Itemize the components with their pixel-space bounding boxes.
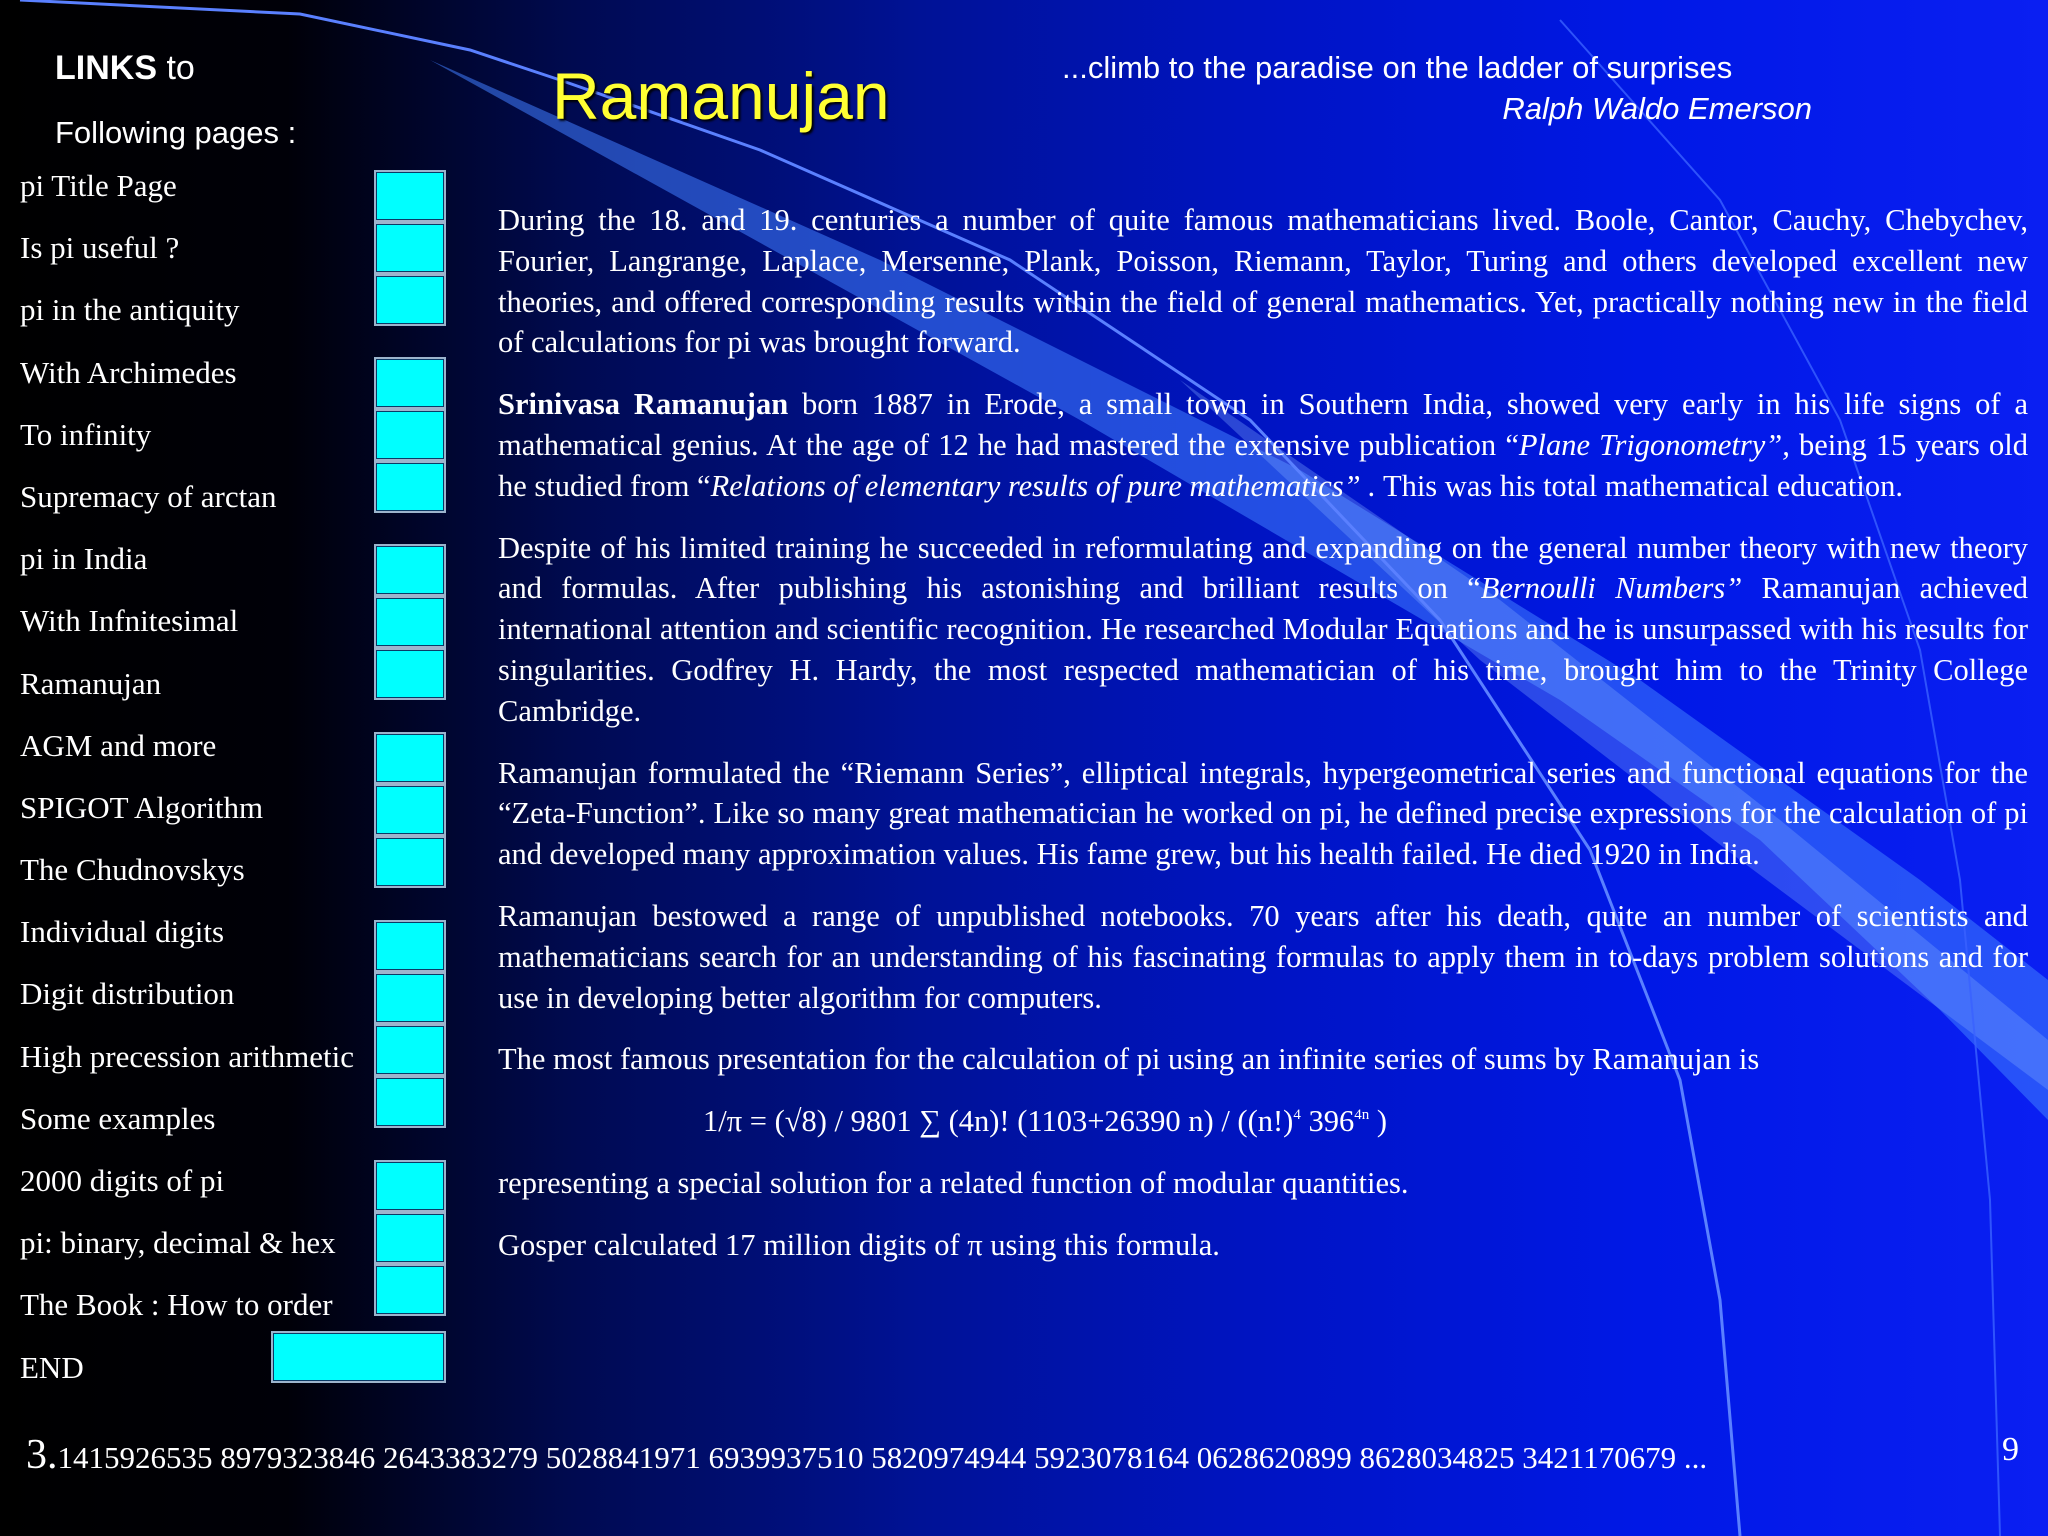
nav-link-book-order[interactable]: The Book : How to order (20, 1287, 333, 1323)
nav-link-archimedes[interactable]: With Archimedes (20, 354, 237, 390)
paragraph-text: Despite of his limited training he succeeded in reformulating and expanding on the general number theory with new theory and formulas. After publishing his astonishing and brilliant results on “ (498, 530, 2028, 606)
main-content (498, 200, 2028, 1287)
link-button[interactable] (374, 461, 446, 513)
formula-exponent: 4n (1354, 1107, 1370, 1124)
paragraph-famous-formula: The most famous presentation for the calculation of pi using an infinite series of sums by Ramanujan is (498, 1042, 1760, 1077)
book-title: Plane Trigonometry”, (1518, 427, 1790, 462)
link-button[interactable] (374, 732, 446, 784)
ramanujan-name: Srinivasa Ramanujan (498, 387, 789, 422)
page-title: Ramanujan (552, 59, 890, 133)
link-button[interactable] (374, 170, 446, 222)
paragraph-text: born 1887 in Erode, a small town in Southern India, showed very early in his life signs of a mathematical genius. At the age of 12 he had mastered the extensive publication “ (498, 387, 2028, 462)
book-title: Relations of elementary results of pure mathematics” . (710, 468, 1376, 503)
links-heading (55, 48, 195, 89)
nav-link-ramanujan[interactable]: Ramanujan (20, 665, 162, 701)
nav-link-arctan[interactable]: Supremacy of arctan (20, 478, 277, 514)
paragraph-text: being 15 years old he studied from “ (498, 427, 2029, 503)
links-heading-rest: to (157, 49, 195, 87)
link-button[interactable] (374, 1024, 446, 1076)
formula-part: ) (1369, 1104, 1387, 1139)
bernoulli-title: Bernoulli Numbers” (1480, 571, 1743, 606)
paragraph-intro: During the 18. and 19. centuries a number of quite famous mathematicians lived. Boole, Cantor, Cauchy, Chebychev, Fourier, Langrange, Laplace, Mersenne, Plank, Poisson, Riemann, Taylor, Turing and others developed excellent new theories, and offered corresponding results within the field of general mathematics. Yet, practically nothing new in the field of calculations for pi was brought forward. (498, 203, 2028, 360)
nav-link-spigot[interactable]: SPIGOT Algorithm (20, 789, 264, 825)
page-number: 9 (2002, 1431, 2019, 1468)
paragraph-work: Ramanujan formulated the “Riemann Series”, elliptical integrals, hypergeometrical series and functional equations for the “Zeta-Function”. Like so many great mathematician he worked on pi, he defined precise expressions for the calculation of pi and developed many approximation values. His fame grew, but his health failed. He died 1920 in India. (498, 755, 2028, 872)
nav-link-examples[interactable]: Some examples (20, 1100, 216, 1136)
formula-part: 1/π = (√8) / 9801 ∑ (4n)! (1103+26390 n) / ((n!) (703, 1104, 1294, 1139)
nav-link-chudnovskys[interactable]: The Chudnovskys (20, 852, 245, 888)
paragraph-achievements (498, 528, 2028, 732)
link-button[interactable] (374, 274, 446, 326)
pi-integer-part: 3. (26, 1432, 58, 1478)
paragraph-notebooks: Ramanujan bestowed a range of unpublished notebooks. 70 years after his death, quite an number of scientists and mathematicians search for an understanding of his fascinating formulas to apply them in to-days problem solutions and for use in developing better algorithm for computers. (498, 898, 2028, 1015)
pi-decimal-digits: 1415926535 8979323846 2643383279 5028841971 6939937510 5820974944 5923078164 0628620899 8628034825 3421170679 ... (57, 1440, 1708, 1475)
nav-link-to-infinity[interactable]: To infinity (20, 416, 152, 452)
link-button[interactable] (374, 972, 446, 1024)
paragraph-gosper: Gosper calculated 17 million digits of π using this formula. (498, 1227, 1220, 1262)
nav-link-2000-digits[interactable]: 2000 digits of pi (20, 1163, 225, 1198)
formula-part: 396 (1300, 1104, 1355, 1139)
quote-author: Ralph Waldo Emerson (1502, 91, 1812, 126)
link-button[interactable] (374, 920, 446, 972)
nav-link-high-precision[interactable]: High precession arithmetic (20, 1038, 355, 1074)
nav-link-infinitesimal[interactable]: With Infnitesimal (20, 603, 239, 639)
formula-exponent: 4 (1293, 1107, 1301, 1124)
link-button[interactable] (374, 544, 446, 596)
paragraph-text: Ramanujan achieved international attention and scientific recognition. He researched Modular Equations and he is unsurpassed with his results for singularities. Godfrey H. Hardy, the most respected mathematician of his time, brought him to the Trinity College Cambridge. (498, 571, 2028, 728)
quote-text: ...climb to the paradise on the ladder of surprises (1062, 50, 1733, 85)
link-button[interactable] (374, 596, 446, 648)
link-button[interactable] (374, 357, 446, 409)
links-subheading: Following pages : (55, 115, 297, 150)
link-button[interactable] (374, 648, 446, 700)
link-button[interactable] (374, 409, 446, 461)
ramanujan-formula (498, 1101, 2028, 1142)
nav-link-pi-india[interactable]: pi in India (20, 541, 148, 577)
link-button[interactable] (374, 836, 446, 888)
nav-list (20, 166, 375, 1410)
end-button[interactable] (271, 1331, 446, 1383)
nav-link-digit-distribution[interactable]: Digit distribution (20, 976, 235, 1012)
link-button[interactable] (374, 1212, 446, 1264)
nav-link-title-page[interactable]: pi Title Page (20, 168, 177, 203)
nav-link-pi-antiquity[interactable]: pi in the antiquity (20, 292, 240, 328)
nav-link-binary-decimal-hex[interactable]: pi: binary, decimal & hex (20, 1225, 336, 1261)
nav-link-end[interactable]: END (20, 1349, 84, 1385)
nav-link-is-pi-useful[interactable]: Is pi useful ? (20, 230, 180, 266)
link-button[interactable] (374, 222, 446, 274)
link-button[interactable] (374, 1264, 446, 1316)
links-heading-bold: LINKS (55, 49, 157, 87)
paragraph-text: This was his total mathematical education. (1375, 468, 1903, 503)
link-button[interactable] (374, 784, 446, 836)
nav-link-agm[interactable]: AGM and more (20, 727, 217, 763)
nav-link-individual-digits[interactable]: Individual digits (20, 914, 225, 950)
paragraph-modular: representing a special solution for a related function of modular quantities. (498, 1165, 1409, 1200)
link-button[interactable] (374, 1160, 446, 1212)
paragraph-biography (498, 384, 2028, 506)
pi-digits-footer (26, 1431, 1707, 1479)
link-button[interactable] (374, 1076, 446, 1128)
